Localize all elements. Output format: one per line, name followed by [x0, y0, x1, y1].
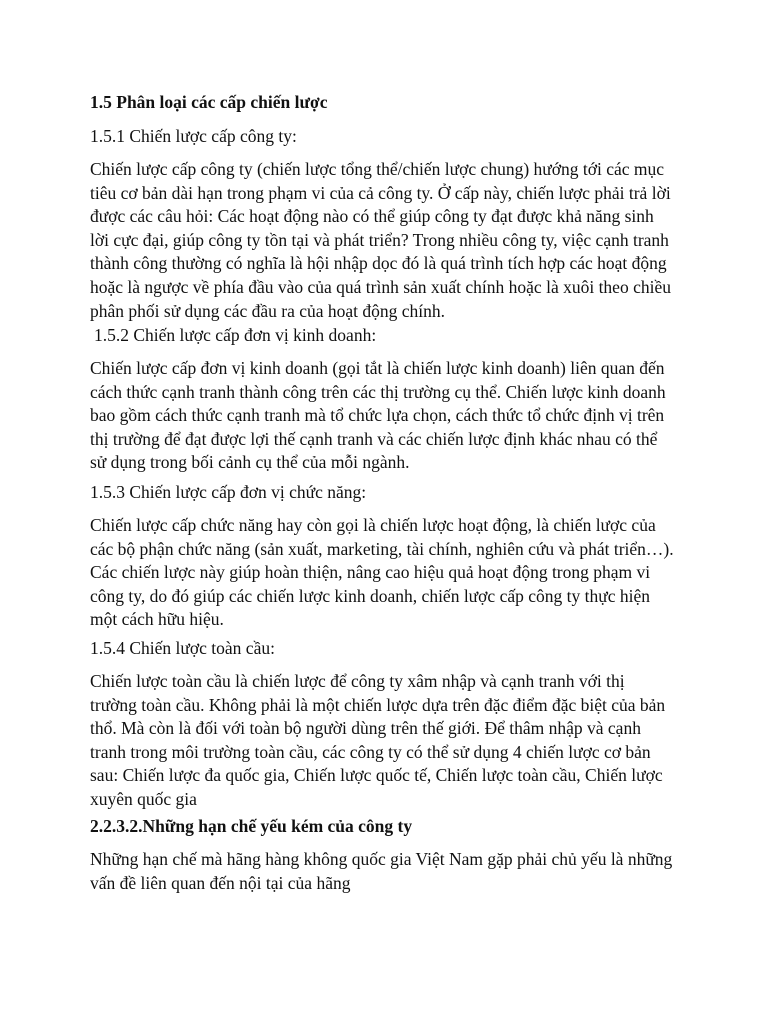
text-line: cách thức cạnh tranh thành công trên các thị trường cụ thể. Chiến lược kinh doanh	[90, 381, 666, 402]
text-line: các bộ phận chức năng (sản xuất, marketing, tài chính, nghiên cứu và phát triển…).	[90, 538, 674, 559]
section-heading-2-2-3-2	[90, 815, 690, 839]
paragraph-business-unit-strategy	[90, 357, 690, 475]
subsection-heading-1-5-3	[90, 481, 690, 505]
text-line: được các câu hỏi: Các hoạt động nào có thể giúp công ty đạt được khả năng sinh	[90, 206, 654, 227]
text-line: sử dụng trong bối cảnh cụ thể của mỗi ngành.	[90, 452, 410, 473]
text-line: thành công thường có nghĩa là hội nhập dọc đó là quá trình tích hợp các hoạt động	[90, 253, 667, 274]
text-line: vấn đề liên quan đến nội tại của hãng	[90, 872, 351, 893]
heading-line: 1.5.4 Chiến lược toàn cầu:	[90, 638, 275, 658]
text-line: thổ. Mà còn là đối với toàn bộ người dùng trên thế giới. Để thâm nhập và cạnh	[90, 718, 641, 739]
subsection-heading-1-5-2	[94, 324, 694, 348]
text-line: bao gồm cách thức cạnh tranh mà tổ chức lựa chọn, cách thức tổ chức định vị trên	[90, 405, 665, 426]
heading-line: 1.5.2 Chiến lược cấp đơn vị kinh doanh:	[94, 325, 377, 345]
text-line: hoặc là ngược về phía đầu vào của quá trình sản xuất chính hoặc là xuôi theo chiều	[90, 276, 671, 297]
text-line: Những hạn chế mà hãng hàng không quốc gia Việt Nam gặp phải chủ yếu là những	[90, 849, 673, 869]
heading-line: 1.5.1 Chiến lược cấp công ty:	[90, 126, 297, 146]
paragraph-corporate-strategy	[90, 158, 690, 323]
text-line: sau: Chiến lược đa quốc gia, Chiến lược quốc tế, Chiến lược toàn cầu, Chiến lược	[90, 765, 663, 786]
text-line: Chiến lược cấp đơn vị kinh doanh (gọi tắt là chiến lược kinh doanh) liên quan đến	[90, 358, 665, 378]
text-line: Các chiến lược này giúp hoàn thiện, nâng cao hiệu quả hoạt động trong phạm vi	[90, 562, 651, 583]
heading-line: 1.5.3 Chiến lược cấp đơn vị chức năng:	[90, 482, 367, 502]
subsection-heading-1-5-1	[90, 125, 690, 149]
section-heading-main	[90, 91, 690, 115]
text-line: xuyên quốc gia	[90, 788, 197, 809]
text-line: lời cực đại, giúp công ty tồn tại và phát triển? Trong nhiều công ty, việc cạnh tranh	[90, 229, 669, 250]
paragraph-functional-strategy	[90, 514, 690, 632]
text-line: tranh trong môi trường toàn cầu, các công ty có thể sử dụng 4 chiến lược cơ bản	[90, 741, 651, 762]
text-line: Chiến lược toàn cầu là chiến lược để công ty xâm nhập và cạnh tranh với thị	[90, 671, 625, 691]
text-line: công ty, do đó giúp các chiến lược kinh doanh, chiến lược cấp công ty thực hiện	[90, 585, 650, 606]
text-line: Chiến lược cấp chức năng hay còn gọi là chiến lược hoạt động, là chiến lược của	[90, 515, 656, 535]
text-line: phân phối sử dụng các đầu ra của hoạt động chính.	[90, 300, 446, 321]
heading-line: 1.5 Phân loại các cấp chiến lược	[90, 92, 328, 112]
text-line: thị trường để đạt được lợi thế cạnh tranh và các chiến lược định khác nhau có thể	[90, 428, 658, 449]
heading-line: 2.2.3.2.Những hạn chế yếu kém của công ty	[90, 816, 413, 836]
text-line: Chiến lược cấp công ty (chiến lược tổng thể/chiến lược chung) hướng tới các mục	[90, 159, 665, 179]
text-line: tiêu cơ bản dài hạn trong phạm vi của cả công ty. Ở cấp này, chiến lược phải trả lời	[90, 182, 671, 203]
subsection-heading-1-5-4	[90, 637, 690, 661]
text-line: trường toàn cầu. Không phải là một chiến lược dựa trên đặc điểm đặc biệt của bản	[90, 694, 666, 715]
paragraph-global-strategy	[90, 670, 690, 812]
paragraph-company-weaknesses	[90, 848, 690, 895]
text-line: một cách hữu hiệu.	[90, 609, 224, 630]
